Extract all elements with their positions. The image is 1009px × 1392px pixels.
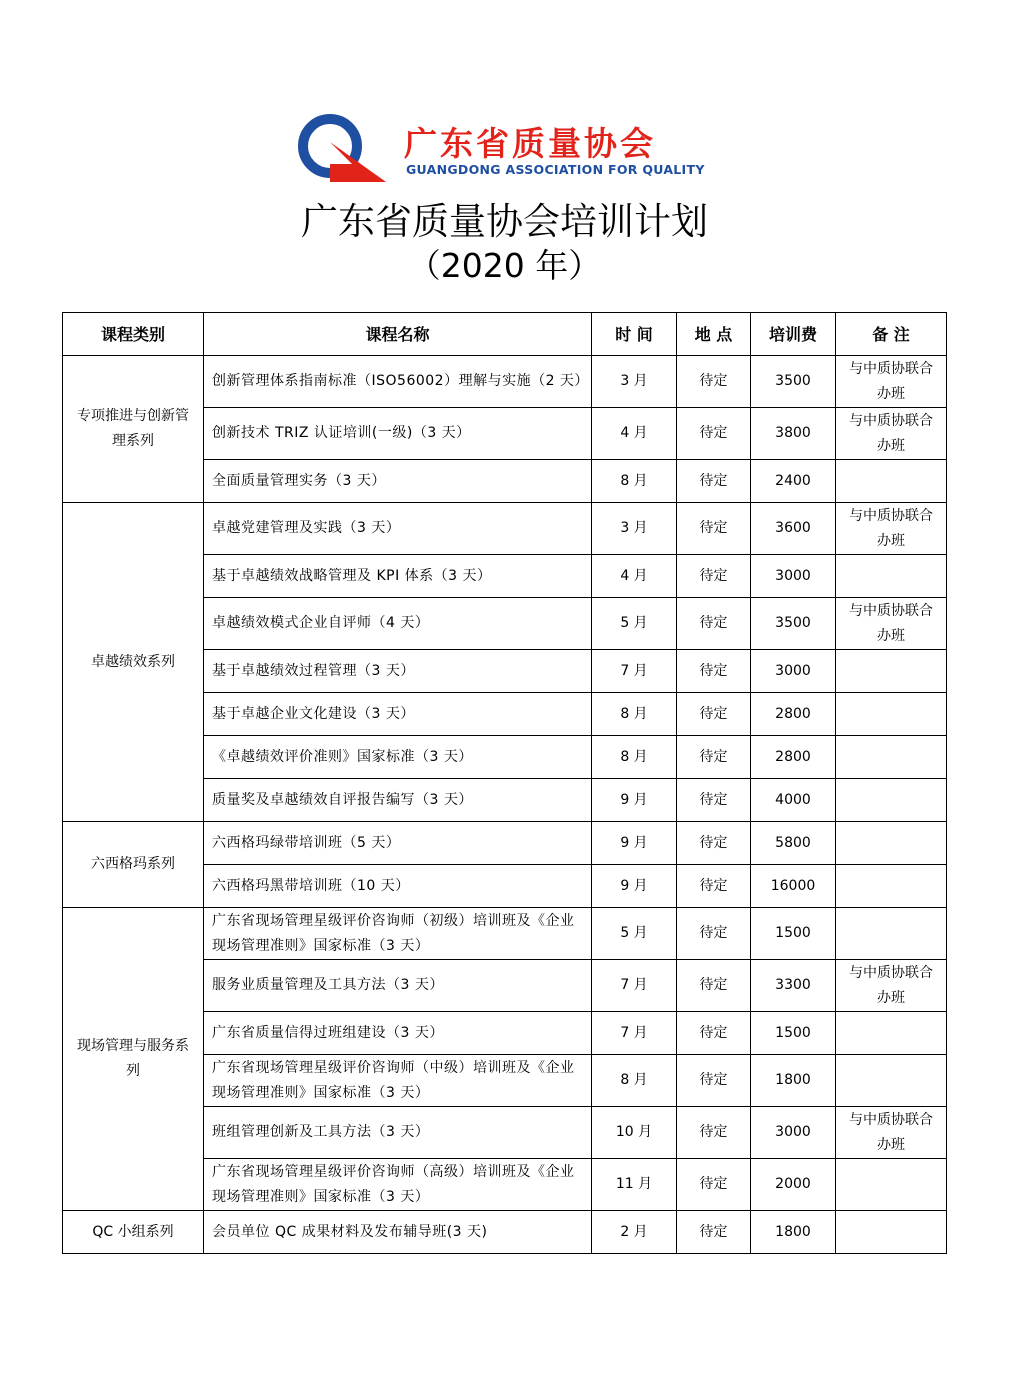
fee-cell: 1800 bbox=[751, 1055, 836, 1107]
note-cell bbox=[836, 779, 947, 822]
fee-cell: 2400 bbox=[751, 460, 836, 503]
course-cell: 广东省质量信得过班组建设（3 天） bbox=[204, 1012, 592, 1055]
header-fee: 培训费 bbox=[751, 313, 836, 356]
table-header-row bbox=[63, 313, 947, 356]
time-cell: 3 月 bbox=[592, 356, 677, 408]
place-cell: 待定 bbox=[677, 779, 751, 822]
fee-cell: 3000 bbox=[751, 650, 836, 693]
place-cell: 待定 bbox=[677, 1211, 751, 1254]
place-cell: 待定 bbox=[677, 650, 751, 693]
category-cell: 专项推进与创新管理系列 bbox=[63, 356, 204, 503]
note-cell bbox=[836, 693, 947, 736]
fee-cell: 3300 bbox=[751, 960, 836, 1012]
course-cell: 服务业质量管理及工具方法（3 天） bbox=[204, 960, 592, 1012]
table-row bbox=[63, 1211, 947, 1254]
course-cell: 卓越绩效模式企业自评师（4 天） bbox=[204, 598, 592, 650]
time-cell: 7 月 bbox=[592, 650, 677, 693]
fee-cell: 4000 bbox=[751, 779, 836, 822]
course-cell: 基于卓越企业文化建设（3 天） bbox=[204, 693, 592, 736]
note-cell bbox=[836, 1159, 947, 1211]
course-cell: 广东省现场管理星级评价咨询师（初级）培训班及《企业现场管理准则》国家标准（3 天） bbox=[204, 908, 592, 960]
note-cell bbox=[836, 650, 947, 693]
time-cell: 7 月 bbox=[592, 1012, 677, 1055]
header-place: 地 点 bbox=[677, 313, 751, 356]
note-cell: 与中质协联合办班 bbox=[836, 356, 947, 408]
place-cell: 待定 bbox=[677, 693, 751, 736]
place-cell: 待定 bbox=[677, 408, 751, 460]
course-cell: 卓越党建管理及实践（3 天） bbox=[204, 503, 592, 555]
time-cell: 5 月 bbox=[592, 908, 677, 960]
time-cell: 5 月 bbox=[592, 598, 677, 650]
header-category: 课程类别 bbox=[63, 313, 204, 356]
course-cell: 《卓越绩效评价准则》国家标准（3 天） bbox=[204, 736, 592, 779]
note-cell: 与中质协联合办班 bbox=[836, 960, 947, 1012]
note-cell bbox=[836, 1055, 947, 1107]
note-cell: 与中质协联合办班 bbox=[836, 503, 947, 555]
category-cell: 卓越绩效系列 bbox=[63, 503, 204, 822]
place-cell: 待定 bbox=[677, 822, 751, 865]
fee-cell: 3500 bbox=[751, 598, 836, 650]
association-logo bbox=[296, 108, 705, 188]
place-cell: 待定 bbox=[677, 1107, 751, 1159]
time-cell: 9 月 bbox=[592, 865, 677, 908]
place-cell: 待定 bbox=[677, 555, 751, 598]
note-cell bbox=[836, 736, 947, 779]
note-cell bbox=[836, 460, 947, 503]
course-cell: 班组管理创新及工具方法（3 天） bbox=[204, 1107, 592, 1159]
logo-name-cn: 广东省质量协会 bbox=[404, 124, 656, 163]
time-cell: 4 月 bbox=[592, 555, 677, 598]
time-cell: 8 月 bbox=[592, 693, 677, 736]
note-cell bbox=[836, 908, 947, 960]
fee-cell: 2800 bbox=[751, 693, 836, 736]
time-cell: 3 月 bbox=[592, 503, 677, 555]
note-cell bbox=[836, 1211, 947, 1254]
header-time: 时 间 bbox=[592, 313, 677, 356]
fee-cell: 2800 bbox=[751, 736, 836, 779]
place-cell: 待定 bbox=[677, 1012, 751, 1055]
course-cell: 基于卓越绩效战略管理及 KPI 体系（3 天） bbox=[204, 555, 592, 598]
course-cell: 会员单位 QC 成果材料及发布辅导班(3 天) bbox=[204, 1211, 592, 1254]
logo-emblem-icon bbox=[296, 112, 388, 184]
place-cell: 待定 bbox=[677, 460, 751, 503]
fee-cell: 1800 bbox=[751, 1211, 836, 1254]
place-cell: 待定 bbox=[677, 960, 751, 1012]
page-subtitle: （2020 年） bbox=[407, 246, 602, 285]
course-cell: 广东省现场管理星级评价咨询师（高级）培训班及《企业现场管理准则》国家标准（3 天） bbox=[204, 1159, 592, 1211]
course-cell: 广东省现场管理星级评价咨询师（中级）培训班及《企业现场管理准则》国家标准（3 天） bbox=[204, 1055, 592, 1107]
course-cell: 质量奖及卓越绩效自评报告编写（3 天） bbox=[204, 779, 592, 822]
time-cell: 9 月 bbox=[592, 822, 677, 865]
page-title: 广东省质量协会培训计划 bbox=[301, 200, 708, 243]
course-cell: 创新管理体系指南标准（ISO56002）理解与实施（2 天） bbox=[204, 356, 592, 408]
fee-cell: 2000 bbox=[751, 1159, 836, 1211]
note-cell bbox=[836, 1012, 947, 1055]
table-row bbox=[63, 822, 947, 865]
note-cell: 与中质协联合办班 bbox=[836, 598, 947, 650]
fee-cell: 3800 bbox=[751, 408, 836, 460]
fee-cell: 1500 bbox=[751, 908, 836, 960]
place-cell: 待定 bbox=[677, 598, 751, 650]
place-cell: 待定 bbox=[677, 503, 751, 555]
place-cell: 待定 bbox=[677, 736, 751, 779]
header-course: 课程名称 bbox=[204, 313, 592, 356]
time-cell: 11 月 bbox=[592, 1159, 677, 1211]
course-cell: 六西格玛绿带培训班（5 天） bbox=[204, 822, 592, 865]
fee-cell: 3000 bbox=[751, 555, 836, 598]
table-row bbox=[63, 503, 947, 555]
training-plan-table bbox=[62, 312, 947, 1254]
time-cell: 10 月 bbox=[592, 1107, 677, 1159]
fee-cell: 5800 bbox=[751, 822, 836, 865]
fee-cell: 1500 bbox=[751, 1012, 836, 1055]
course-cell: 基于卓越绩效过程管理（3 天） bbox=[204, 650, 592, 693]
fee-cell: 3600 bbox=[751, 503, 836, 555]
fee-cell: 16000 bbox=[751, 865, 836, 908]
fee-cell: 3000 bbox=[751, 1107, 836, 1159]
note-cell bbox=[836, 865, 947, 908]
place-cell: 待定 bbox=[677, 356, 751, 408]
time-cell: 7 月 bbox=[592, 960, 677, 1012]
place-cell: 待定 bbox=[677, 1159, 751, 1211]
logo-name-en: GUANGDONG ASSOCIATION FOR QUALITY bbox=[406, 162, 705, 177]
course-cell: 全面质量管理实务（3 天） bbox=[204, 460, 592, 503]
time-cell: 8 月 bbox=[592, 460, 677, 503]
table-row bbox=[63, 356, 947, 408]
note-cell bbox=[836, 555, 947, 598]
time-cell: 4 月 bbox=[592, 408, 677, 460]
place-cell: 待定 bbox=[677, 908, 751, 960]
table-row bbox=[63, 908, 947, 960]
place-cell: 待定 bbox=[677, 1055, 751, 1107]
note-cell bbox=[836, 822, 947, 865]
time-cell: 8 月 bbox=[592, 1055, 677, 1107]
note-cell: 与中质协联合办班 bbox=[836, 1107, 947, 1159]
category-cell: 六西格玛系列 bbox=[63, 822, 204, 908]
header-note: 备 注 bbox=[836, 313, 947, 356]
course-cell: 六西格玛黑带培训班（10 天） bbox=[204, 865, 592, 908]
time-cell: 2 月 bbox=[592, 1211, 677, 1254]
course-cell: 创新技术 TRIZ 认证培训(一级)（3 天） bbox=[204, 408, 592, 460]
note-cell: 与中质协联合办班 bbox=[836, 408, 947, 460]
category-cell: QC 小组系列 bbox=[63, 1211, 204, 1254]
place-cell: 待定 bbox=[677, 865, 751, 908]
fee-cell: 3500 bbox=[751, 356, 836, 408]
time-cell: 9 月 bbox=[592, 779, 677, 822]
time-cell: 8 月 bbox=[592, 736, 677, 779]
category-cell: 现场管理与服务系列 bbox=[63, 908, 204, 1211]
